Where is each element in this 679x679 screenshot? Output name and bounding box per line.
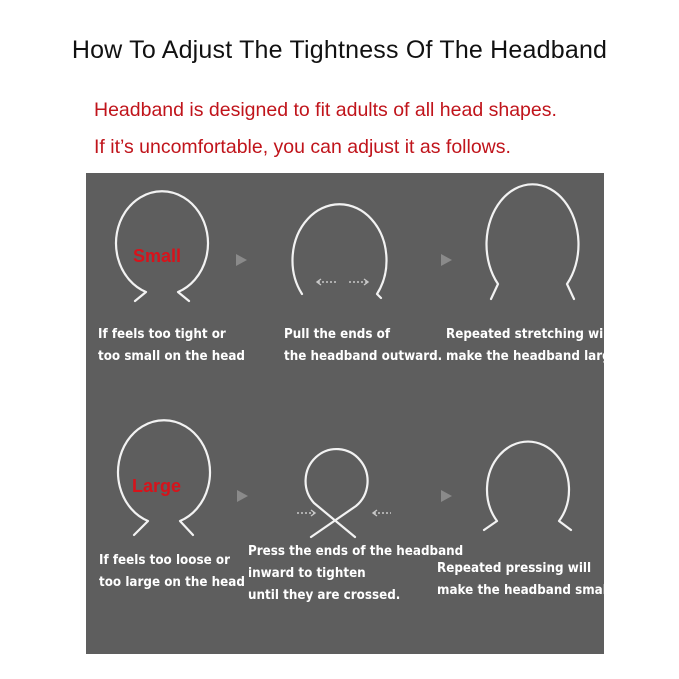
subtitle-line-2: If it’s uncomfortable, you can adjust it as follows. (94, 136, 511, 158)
step-arrow-icon (236, 254, 247, 266)
subtitle-line-1: Headband is designed to fit adults of all head shapes. (94, 99, 557, 121)
large-label: Large (132, 476, 182, 496)
caption-stretching: Repeated stretching will make the headband larger. (446, 327, 628, 364)
caption-pressing: Repeated pressing will make the headband smaller. (437, 561, 628, 598)
headband-crossed-icon (306, 449, 368, 537)
page-title: How To Adjust The Tightness Of The Headband (71, 36, 608, 64)
caption-pull: Pull the ends of the headband outward. (284, 327, 443, 364)
step-arrow-icon (441, 254, 452, 266)
headband-large-icon (486, 184, 578, 299)
caption-loose: If feels too loose or too large on the head (99, 553, 245, 590)
small-label: Small (133, 246, 182, 266)
caption-tight: If feels too tight or too small on the head (98, 327, 245, 364)
headband-stretching-icon (292, 204, 386, 298)
headband-small-result-icon (484, 442, 571, 530)
step-arrow-icon (441, 490, 452, 502)
caption-press: Press the ends of the headband inward to tighten until they are crossed. (248, 544, 464, 603)
step-arrow-icon (237, 490, 248, 502)
